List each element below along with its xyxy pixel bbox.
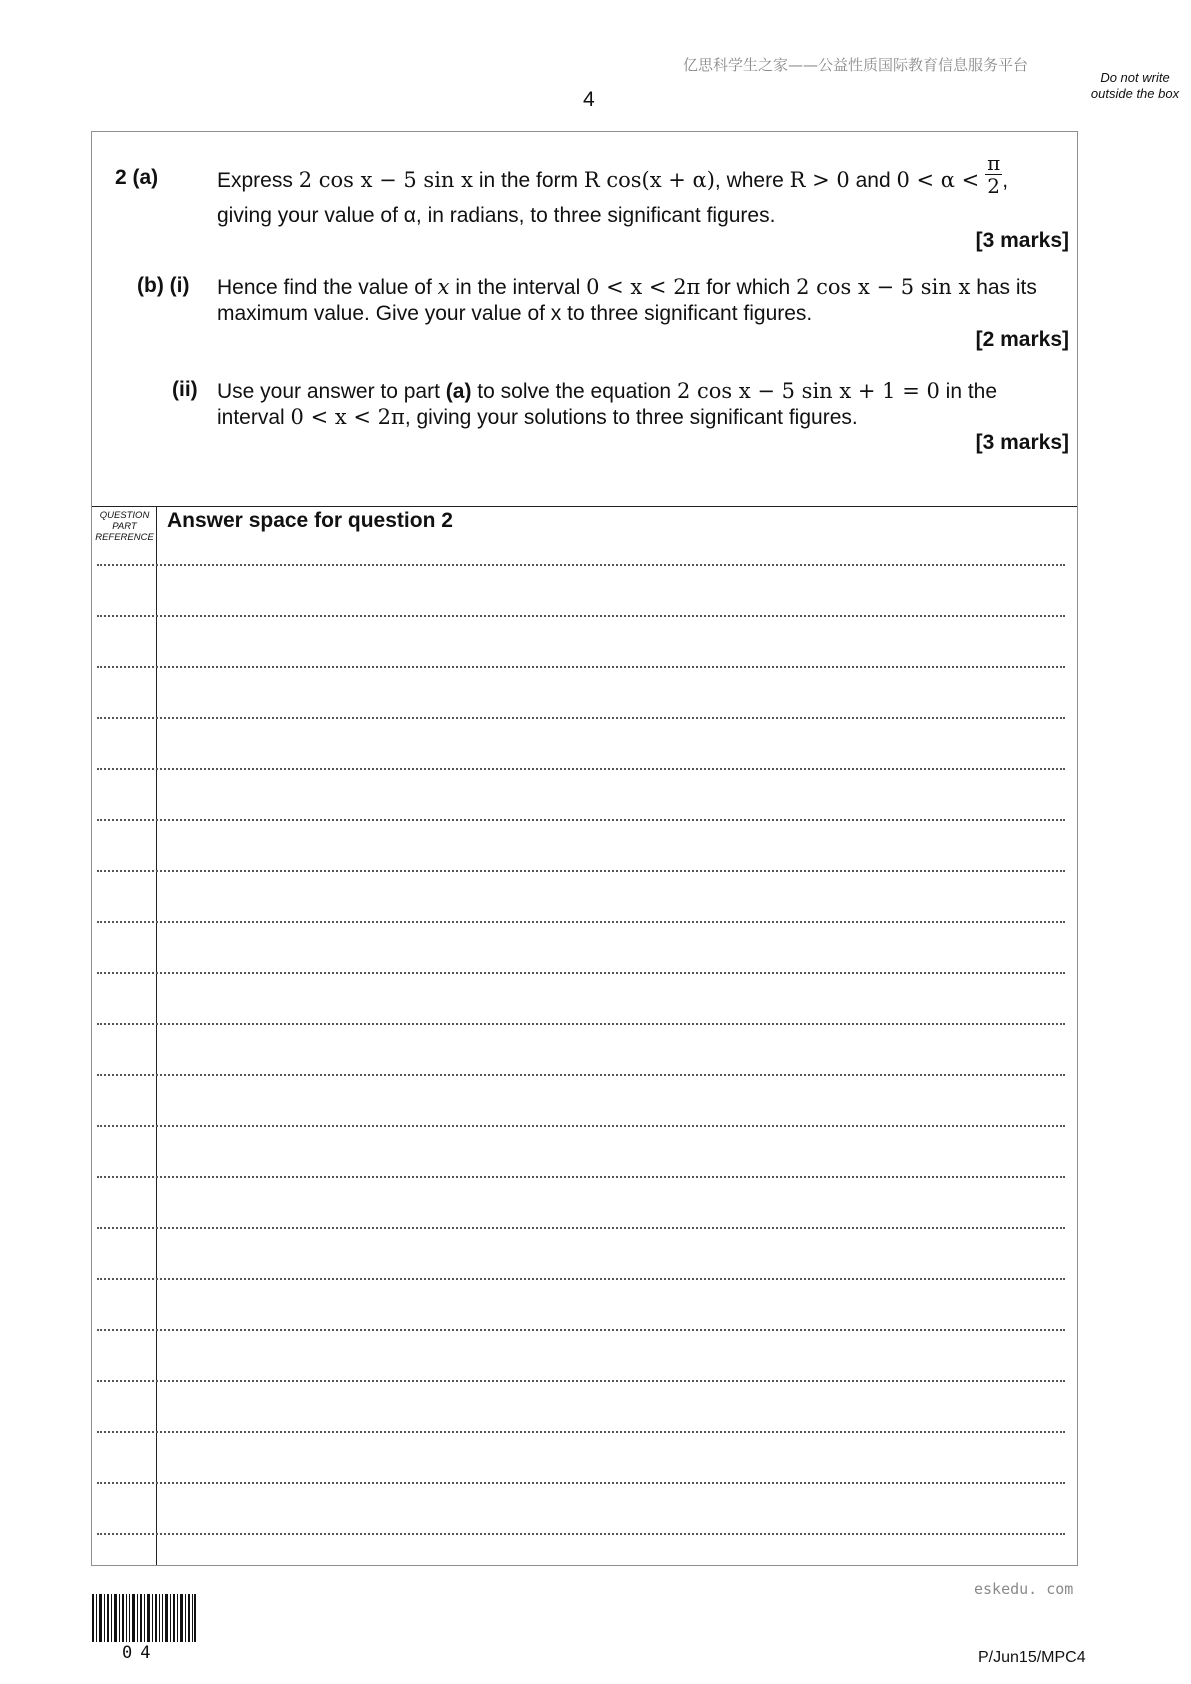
a-text-4: and: [855, 169, 891, 193]
bi-text-3: for which: [706, 276, 791, 299]
answer-line[interactable]: [97, 921, 1065, 923]
answer-line[interactable]: [97, 1278, 1065, 1280]
part-a-line2: giving your value of α, in radians, to three significant figures.: [217, 204, 776, 227]
bii-line2-text-1: interval: [217, 406, 285, 429]
barcode-number: 04: [122, 1643, 159, 1663]
bii-text-3: in the: [945, 380, 998, 403]
a-text-3: , where: [714, 169, 784, 193]
bi-math-expr: 2 cos x − 5 sin x: [796, 275, 971, 299]
answer-line[interactable]: [97, 615, 1065, 617]
a-math-expr: 2 cos x − 5 sin x: [298, 168, 473, 193]
bii-math-eq: 2 cos x − 5 sin x + 1 = 0: [676, 379, 940, 403]
label-b-i: (b) (i): [137, 274, 190, 297]
comma: ,: [1002, 169, 1009, 193]
question-part-reference-label: QUESTION PART REFERENCE: [95, 510, 154, 543]
answer-line[interactable]: [97, 1482, 1065, 1484]
answer-line[interactable]: [97, 1329, 1065, 1331]
answer-line[interactable]: [97, 1533, 1065, 1535]
answer-line[interactable]: [97, 768, 1065, 770]
answer-line[interactable]: [97, 1431, 1065, 1433]
answer-line[interactable]: [97, 1380, 1065, 1382]
bi-text-2: in the interval: [455, 276, 581, 299]
answer-line[interactable]: [97, 1176, 1065, 1178]
part-bi-line1: [217, 274, 1067, 301]
page-number: 4: [583, 88, 595, 111]
a-text-2: in the form: [478, 169, 579, 193]
a-math-cond2: 0 < α <: [896, 168, 980, 193]
label-2a: 2 (a): [115, 166, 159, 189]
part-bii-line1: [217, 378, 1067, 405]
bii-line2-text-2: , giving your solutions to three significant figures.: [404, 406, 858, 429]
answer-line[interactable]: [97, 666, 1065, 668]
answer-line[interactable]: [97, 717, 1065, 719]
bii-text-1: Use your answer to part: [217, 380, 440, 403]
bii-text-2: to solve the equation: [477, 380, 672, 403]
answer-line[interactable]: [97, 564, 1065, 566]
a-math-cond1: R > 0: [789, 168, 850, 193]
frac-denominator: 2: [987, 174, 1001, 198]
answer-line[interactable]: [97, 870, 1065, 872]
answer-line[interactable]: [97, 1227, 1065, 1229]
answer-line[interactable]: [97, 972, 1065, 974]
part-bi-line2: maximum value. Give your value of x to three significant figures.: [217, 302, 813, 325]
answer-space-title: Answer space for question 2: [167, 509, 453, 532]
answer-line[interactable]: [97, 1074, 1065, 1076]
answer-line[interactable]: [97, 1125, 1065, 1127]
bii-text-bold: (a): [445, 380, 472, 403]
bi-var-x: x: [437, 275, 450, 299]
answer-line[interactable]: [97, 819, 1065, 821]
part-bii-line2: [217, 404, 1067, 431]
part-a-line1: [217, 151, 1067, 198]
frac-numerator: π: [987, 151, 1001, 175]
marks-a: [3 marks]: [975, 229, 1069, 252]
marks-b-ii: [3 marks]: [975, 431, 1069, 454]
footer-site-watermark: eskedu. com: [974, 1580, 1074, 1598]
barcode-icon: [92, 1594, 196, 1642]
bi-math-interval: 0 < x < 2π: [586, 275, 701, 299]
pi-over-2-fraction: [985, 152, 1002, 197]
paper-code: P/Jun15/MPC4: [978, 1649, 1086, 1666]
label-b-ii: (ii): [172, 378, 198, 401]
answer-line[interactable]: [97, 1023, 1065, 1025]
marks-b-i: [2 marks]: [975, 328, 1069, 351]
margin-note: Do not write outside the box: [1090, 70, 1180, 101]
bi-text-4: has its: [976, 276, 1037, 299]
question-block: [92, 132, 1077, 507]
watermark-top: 亿思科学生之家——公益性质国际教育信息服务平台: [683, 56, 1029, 74]
bii-math-interval: 0 < x < 2π: [290, 405, 405, 429]
question-frame: [91, 131, 1078, 1566]
a-text-1: Express: [217, 169, 293, 193]
a-math-form: R cos(x + α): [583, 168, 715, 193]
bi-text-1: Hence find the value of: [217, 276, 432, 299]
